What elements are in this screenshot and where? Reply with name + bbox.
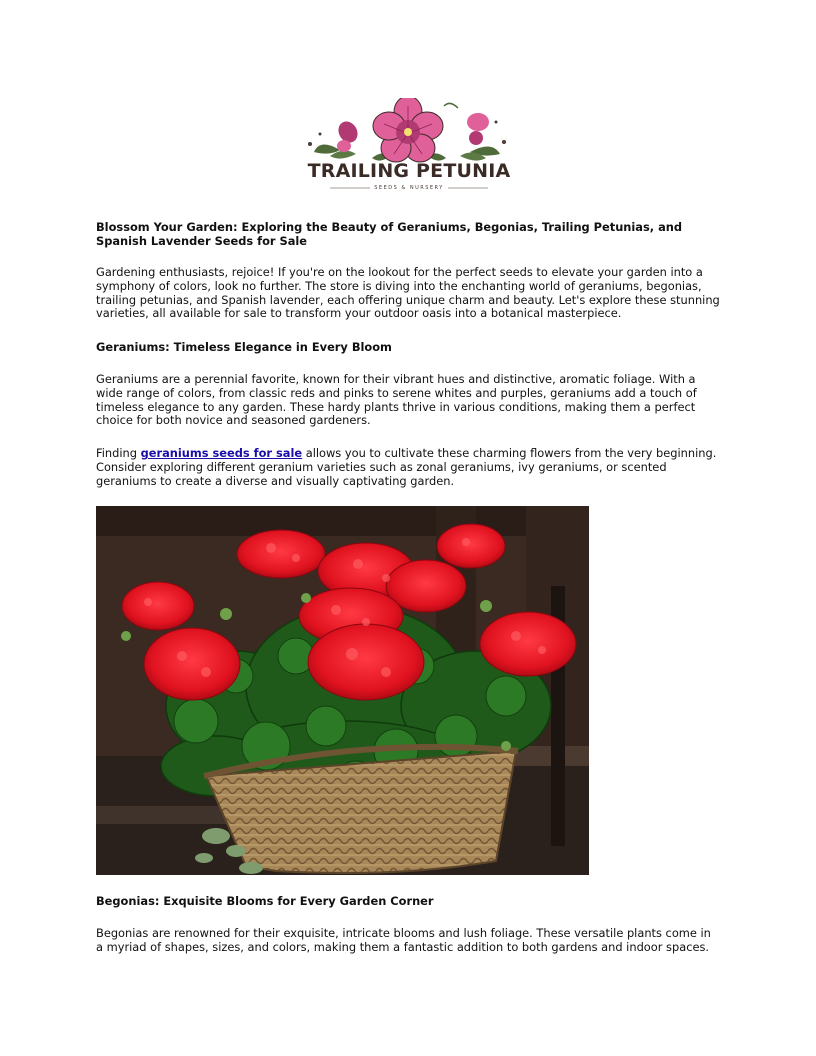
geraniums-heading: Geraniums: Timeless Elegance in Every Bloom xyxy=(96,340,392,354)
logo-title: TRAILING PETUNIA xyxy=(307,160,511,182)
logo-subtitle: SEEDS & NURSERY xyxy=(374,185,444,191)
begonias-paragraph: Begonias are renowned for their exquisite, intricate blooms and lush foliage. These versatile plants come in a myriad of shapes, sizes, and colors, making them a fantastic addition to both gardens and indoor spaces. xyxy=(96,926,711,954)
geranium-basket-image xyxy=(96,506,589,875)
article-title: Blossom Your Garden: Exploring the Beauty of Geraniums, Begonias, Trailing Petunias, and Spanish Lavender Seeds for Sale xyxy=(96,220,683,248)
geraniums-seeds-link[interactable]: geraniums seeds for sale xyxy=(140,446,303,460)
geraniums-paragraph: Geraniums are a perennial favorite, known for their vibrant hues and distinctive, aromatic foliage. With a wide range of colors, from classic reds and pinks to serene whites and purples, geraniums add a touch of timeless elegance to any garden. These hardy plants thrive in various conditions, making them a perfect choice for both novice and seasoned gardeners. xyxy=(96,372,697,428)
geranium-basket-photo xyxy=(96,506,589,875)
begonias-heading: Begonias: Exquisite Blooms for Every Garden Corner xyxy=(96,894,434,908)
finding-text-before: Finding xyxy=(96,446,141,460)
intro-paragraph: Gardening enthusiasts, rejoice! If you're on the lookout for the perfect seeds to elevate your garden into a symphony of colors, look no further. The store is diving into the enchanting world of geraniums, begonias, trailing petunias, and Spanish lavender, each offering unique charm and beauty. Let's explore these stunning varieties, all available for sale to transform your outdoor oasis into a botanical masterpiece. xyxy=(96,265,720,321)
finding-text-after: allows you to cultivate these charming flowers from the very beginning. Consider exploring different geranium varieties such as zonal geraniums, ivy geraniums, or scented geraniums to create a diverse and visually captivating garden. xyxy=(96,446,717,488)
brand-logo xyxy=(300,98,518,198)
petunia-flower-icon xyxy=(300,98,518,198)
geraniums-seeds-paragraph xyxy=(96,447,720,488)
